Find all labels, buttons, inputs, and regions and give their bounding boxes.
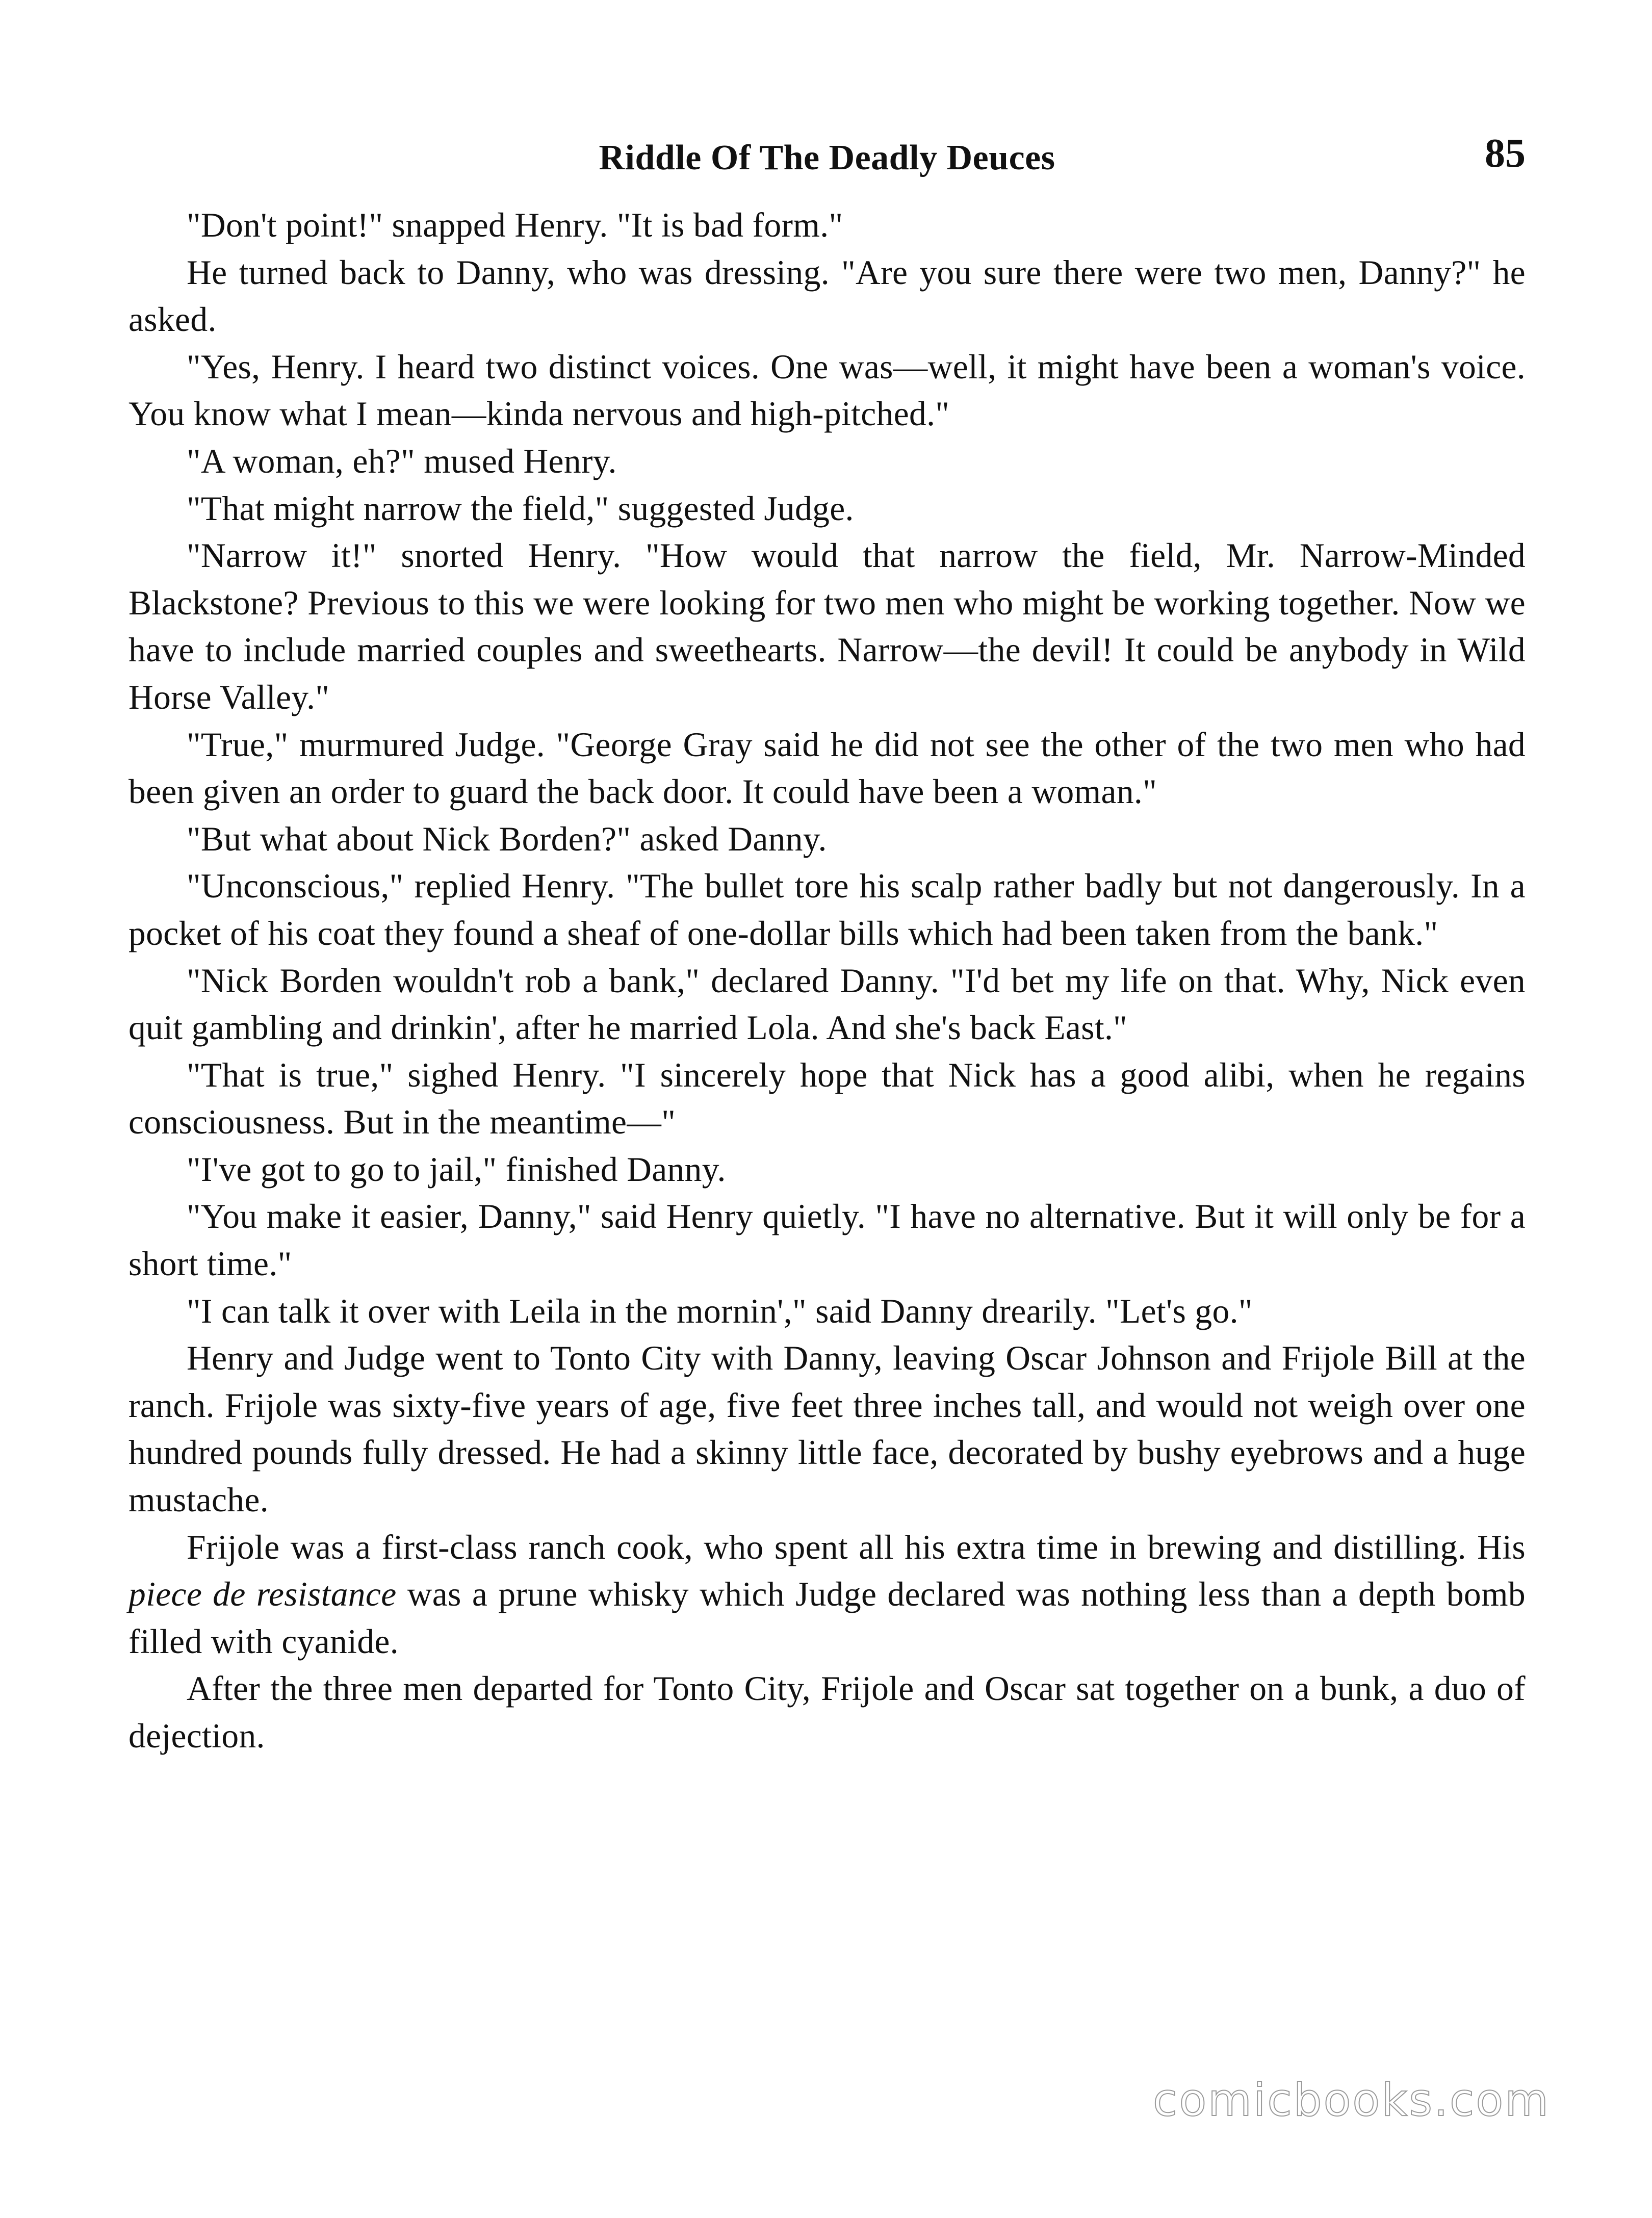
paragraph: "Yes, Henry. I heard two distinct voices. One was—well, it might have been a woman's voice. You know what I mean—kinda nervous and high-pitched." bbox=[128, 347, 1526, 433]
paragraph: "I can talk it over with Leila in the mornin'," said Danny drearily. "Let's go." bbox=[187, 1292, 1253, 1330]
paragraph-last: After the three men departed for Tonto City, Frijole and Oscar sat together on a bunk, a duo of dejection. bbox=[128, 1669, 1526, 1755]
text-run: was a prune whisky which Judge declared was nothing less than a depth bomb filled with cyanide. bbox=[128, 1575, 1526, 1661]
body-text bbox=[128, 202, 1526, 1760]
page-number: 85 bbox=[1485, 131, 1526, 176]
paragraph: "Narrow it!" snorted Henry. "How would that narrow the field, Mr. Narrow-Minded Blackstone? Previous to this we were looking for two men who might be working together. Now we have to include married couples and sweethearts. Narrow—the devil! It could be anybody in Wild Horse Valley." bbox=[128, 536, 1526, 716]
italic-phrase: piece de resistance bbox=[128, 1575, 397, 1614]
paragraph: "But what about Nick Borden?" asked Danny. bbox=[187, 819, 827, 858]
paragraph: Henry and Judge went to Tonto City with Danny, leaving Oscar Johnson and Frijole Bill at the ranch. Frijole was sixty-five years of age, five feet three inches tall, and would not weigh over one hundred pounds fully dressed. He had a skinny little face, decorated by bushy eyebrows and a huge mustache. bbox=[128, 1339, 1526, 1519]
paragraph: "A woman, eh?" mused Henry. bbox=[187, 442, 617, 480]
paragraph: "That might narrow the field," suggested Judge. bbox=[187, 489, 854, 528]
running-head bbox=[128, 127, 1526, 199]
paragraph: "You make it easier, Danny," said Henry quietly. "I have no alternative. But it will only be for a short time." bbox=[128, 1197, 1526, 1283]
paragraph: "True," murmured Judge. "George Gray said he did not see the other of the two men who had been given an order to guard the back door. It could have been a woman." bbox=[128, 725, 1526, 811]
running-title: Riddle Of The Deadly Deuces bbox=[599, 138, 1055, 177]
paragraph: "Don't point!" snapped Henry. "It is bad form." bbox=[187, 206, 843, 244]
book-page bbox=[128, 127, 1526, 1760]
paragraph: "Nick Borden wouldn't rob a bank," declared Danny. "I'd bet my life on that. Why, Nick even quit gambling and drinkin', after he married Lola. And she's back East." bbox=[128, 961, 1526, 1047]
paragraph: He turned back to Danny, who was dressing. "Are you sure there were two men, Danny?" he asked. bbox=[128, 253, 1526, 339]
paragraph-frijole bbox=[128, 1524, 1526, 1666]
watermark: comicbooks.com bbox=[1152, 2074, 1550, 2126]
paragraph: "That is true," sighed Henry. "I sincerely hope that Nick has a good alibi, when he regains consciousness. But in the meantime—" bbox=[128, 1055, 1526, 1142]
paragraph: "Unconscious," replied Henry. "The bullet tore his scalp rather badly but not dangerously. In a pocket of his coat they found a sheaf of one-dollar bills which had been taken from the bank." bbox=[128, 867, 1526, 952]
paragraph: "I've got to go to jail," finished Danny. bbox=[187, 1150, 726, 1189]
text-run: Frijole was a first-class ranch cook, who spent all his extra time in brewing and distilling. His bbox=[187, 1528, 1526, 1566]
